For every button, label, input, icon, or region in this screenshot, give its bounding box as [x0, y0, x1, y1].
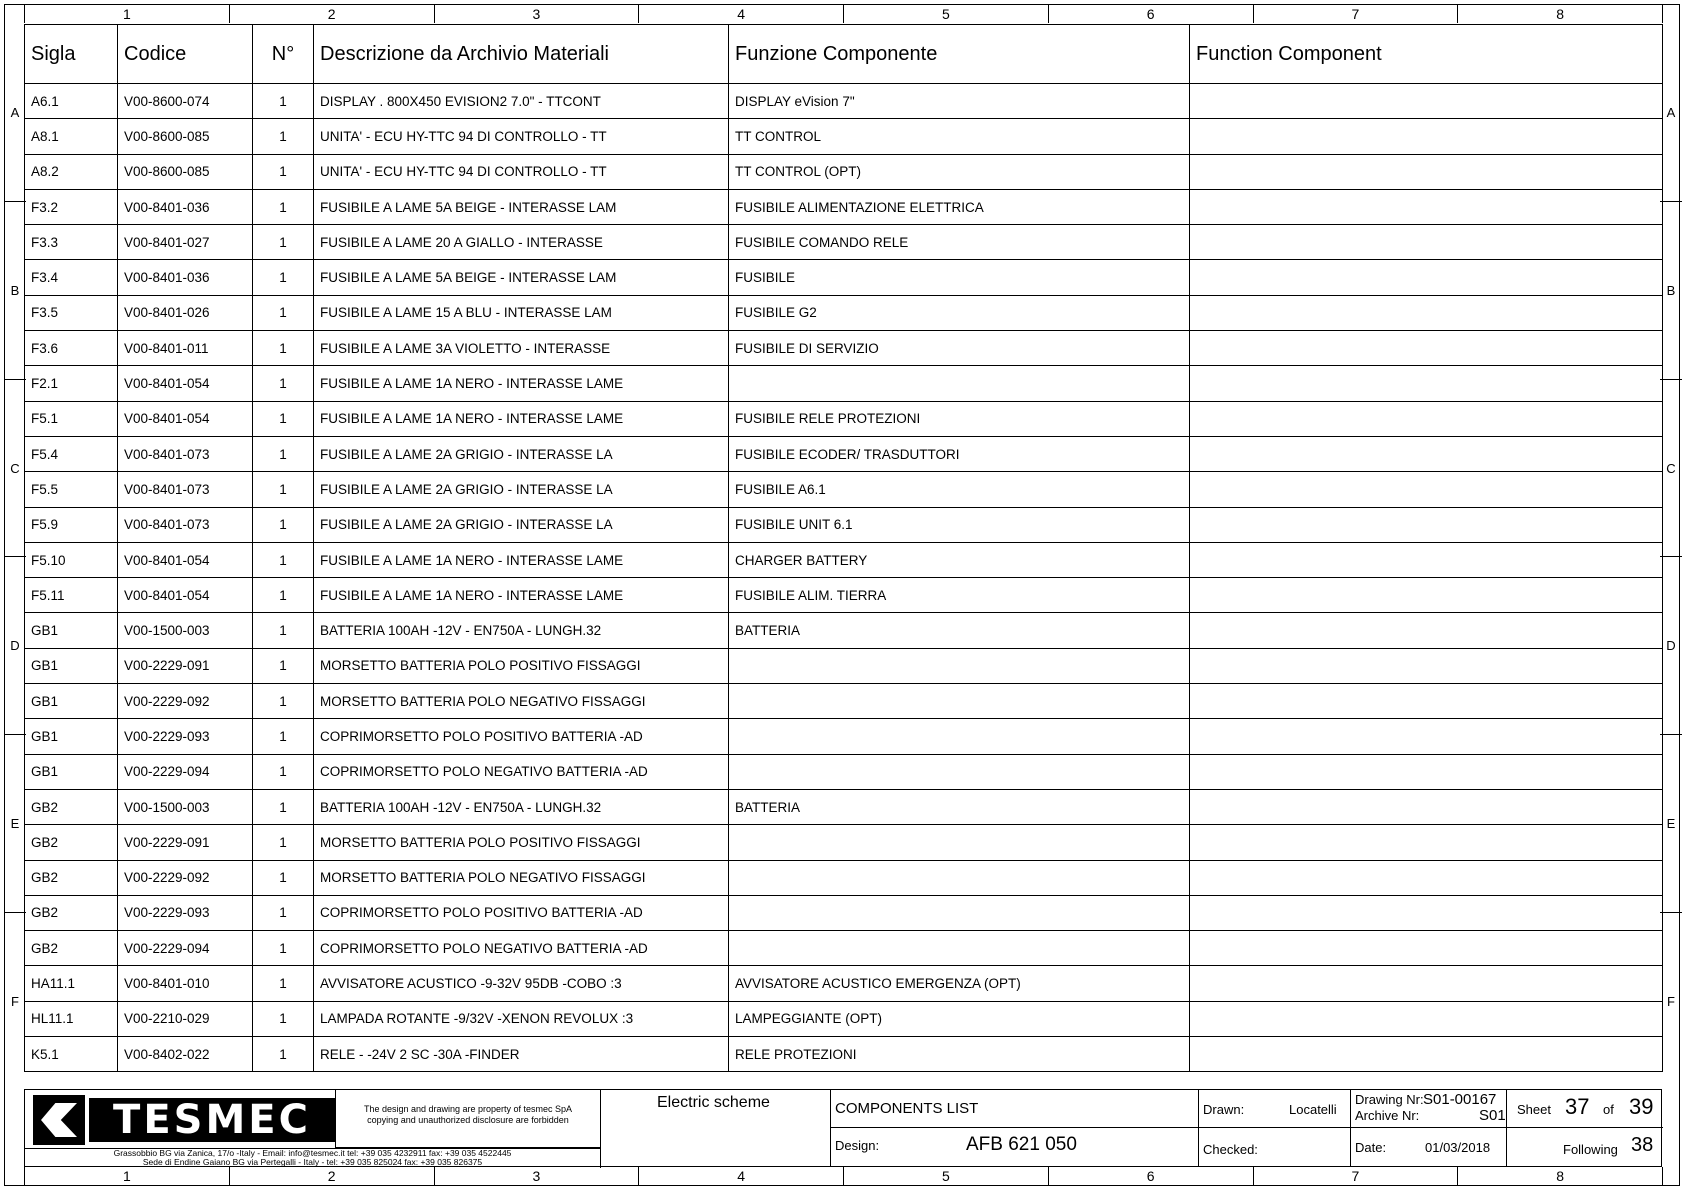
cell-funzione: LAMPEGGIANTE (OPT) — [729, 1001, 1190, 1036]
cell-codice: V00-1500-003 — [118, 613, 253, 648]
cell-function — [1190, 895, 1663, 930]
header-codice: Codice — [118, 25, 253, 84]
design-value: AFB 621 050 — [966, 1134, 1077, 1155]
cell-sigla: F5.11 — [25, 578, 118, 613]
cell-quantity: 1 — [253, 84, 314, 119]
cell-quantity: 1 — [253, 789, 314, 824]
archive-nr-label: Archive Nr: — [1355, 1108, 1420, 1123]
archive-nr-value: S01 — [1479, 1107, 1506, 1124]
zone-letter: F — [11, 994, 19, 1010]
zone-number: 3 — [435, 1167, 640, 1185]
cell-descrizione: FUSIBILE A LAME 2A GRIGIO - INTERASSE LA — [314, 472, 729, 507]
address-line-1: Grassobbio BG via Zanica, 17/o -Italy - Email: info@tesmec.it tel: +39 035 4232911 fax: +39 035 4522445 — [113, 1148, 512, 1158]
cell-function — [1190, 931, 1663, 966]
zone-strip-bottom — [24, 1167, 1663, 1185]
table-row — [25, 754, 1663, 789]
cell-codice: V00-8401-027 — [118, 225, 253, 260]
cell-funzione — [729, 684, 1190, 719]
sheet-cell — [1507, 1090, 1663, 1128]
address-block — [25, 1148, 601, 1168]
date-label: Date: — [1355, 1140, 1387, 1155]
table-header-row — [25, 25, 1663, 84]
tesmec-logo-icon — [33, 1095, 85, 1145]
cell-sigla: GB2 — [25, 860, 118, 895]
cell-sigla: HL11.1 — [25, 1001, 118, 1036]
cell-sigla: GB2 — [25, 895, 118, 930]
zone-letter: E — [1660, 735, 1682, 913]
zone-number: 8 — [1458, 1167, 1663, 1185]
table-body — [25, 84, 1663, 1072]
cell-sigla: F5.5 — [25, 472, 118, 507]
cell-descrizione: COPRIMORSETTO POLO POSITIVO BATTERIA -AD — [314, 895, 729, 930]
cell-function — [1190, 154, 1663, 189]
cell-quantity: 1 — [253, 825, 314, 860]
cell-function — [1190, 825, 1663, 860]
zone-letter: F — [1667, 994, 1675, 1010]
cell-funzione: FUSIBILE UNIT 6.1 — [729, 507, 1190, 542]
property-note-line-1: The design and drawing are property of tesmec SpA — [363, 1104, 573, 1114]
cell-codice: V00-8600-074 — [118, 84, 253, 119]
zone-letter: D — [1660, 557, 1682, 735]
cell-function — [1190, 860, 1663, 895]
cell-function — [1190, 472, 1663, 507]
cell-sigla: F2.1 — [25, 366, 118, 401]
zone-number: 4 — [639, 1167, 844, 1185]
zone-letter: A — [4, 24, 26, 202]
cell-descrizione: AVVISATORE ACUSTICO -9-32V 95DB -COBO :3 — [314, 966, 729, 1001]
table-row — [25, 825, 1663, 860]
cell-codice: V00-2229-094 — [118, 931, 253, 966]
cell-descrizione: MORSETTO BATTERIA POLO NEGATIVO FISSAGGI — [314, 860, 729, 895]
cell-sigla: GB2 — [25, 825, 118, 860]
cell-codice: V00-2229-093 — [118, 895, 253, 930]
cell-function — [1190, 331, 1663, 366]
cell-function — [1190, 436, 1663, 471]
address-line-2: Sede di Endine Gaiano BG via Pertegalli - Italy - tel: +39 035 825024 fax: +39 035 826375 — [142, 1157, 483, 1167]
zone-letter: B — [1660, 202, 1682, 380]
cell-quantity: 1 — [253, 260, 314, 295]
zone-number: 8 — [1458, 5, 1663, 23]
cell-codice: V00-2229-091 — [118, 825, 253, 860]
zone-number: 7 — [1254, 1167, 1459, 1185]
table-row — [25, 295, 1663, 330]
header-quantity: N° — [253, 25, 314, 84]
table-row — [25, 789, 1663, 824]
cell-funzione: FUSIBILE ECODER/ TRASDUTTORI — [729, 436, 1190, 471]
cell-funzione: CHARGER BATTERY — [729, 542, 1190, 577]
components-table — [24, 24, 1663, 1072]
cell-descrizione: UNITA' - ECU HY-TTC 94 DI CONTROLLO - TT — [314, 119, 729, 154]
zone-letter: C — [1660, 380, 1682, 558]
cell-funzione — [729, 825, 1190, 860]
cell-descrizione: BATTERIA 100AH -12V - EN750A - LUNGH.32 — [314, 613, 729, 648]
date-cell — [1351, 1128, 1507, 1166]
cell-function — [1190, 966, 1663, 1001]
table-row — [25, 189, 1663, 224]
cell-quantity: 1 — [253, 613, 314, 648]
cell-sigla: K5.1 — [25, 1037, 118, 1072]
cell-function — [1190, 84, 1663, 119]
zone-number: 1 — [25, 1167, 230, 1185]
cell-funzione: RELE PROTEZIONI — [729, 1037, 1190, 1072]
date-value: 01/03/2018 — [1425, 1140, 1491, 1155]
cell-sigla: A8.2 — [25, 154, 118, 189]
cell-codice: V00-2229-093 — [118, 719, 253, 754]
cell-codice: V00-2229-091 — [118, 648, 253, 683]
cell-descrizione: FUSIBILE A LAME 5A BEIGE - INTERASSE LAM — [314, 189, 729, 224]
zone-number: 2 — [230, 5, 435, 23]
table-row — [25, 578, 1663, 613]
drawn-label: Drawn: — [1203, 1102, 1245, 1117]
zone-strip-top — [24, 5, 1663, 23]
cell-codice: V00-8600-085 — [118, 119, 253, 154]
cell-funzione — [729, 366, 1190, 401]
cell-descrizione: MORSETTO BATTERIA POLO POSITIVO FISSAGGI — [314, 648, 729, 683]
cell-sigla: GB1 — [25, 719, 118, 754]
drawing-nr-cell — [1351, 1090, 1507, 1128]
cell-sigla: F3.2 — [25, 189, 118, 224]
cell-funzione: TT CONTROL — [729, 119, 1190, 154]
cell-sigla: HA11.1 — [25, 966, 118, 1001]
cell-function — [1190, 578, 1663, 613]
cell-codice: V00-2229-092 — [118, 860, 253, 895]
cell-descrizione: FUSIBILE A LAME 2A GRIGIO - INTERASSE LA — [314, 436, 729, 471]
design-cell — [831, 1128, 1199, 1166]
logo-text: TESMEC — [89, 1098, 335, 1142]
table-row — [25, 542, 1663, 577]
cell-function — [1190, 225, 1663, 260]
cell-codice: V00-8401-036 — [118, 260, 253, 295]
cell-quantity: 1 — [253, 542, 314, 577]
cell-descrizione: COPRIMORSETTO POLO POSITIVO BATTERIA -AD — [314, 719, 729, 754]
cell-quantity: 1 — [253, 754, 314, 789]
cell-quantity: 1 — [253, 719, 314, 754]
cell-function — [1190, 754, 1663, 789]
title-block — [24, 1089, 1662, 1167]
cell-sigla: GB2 — [25, 789, 118, 824]
cell-function — [1190, 401, 1663, 436]
cell-quantity: 1 — [253, 225, 314, 260]
zone-letter: E — [4, 735, 26, 913]
cell-descrizione: MORSETTO BATTERIA POLO NEGATIVO FISSAGGI — [314, 684, 729, 719]
table-row — [25, 507, 1663, 542]
cell-funzione: FUSIBILE G2 — [729, 295, 1190, 330]
header-function: Function Component — [1190, 25, 1663, 84]
cell-codice: V00-8401-073 — [118, 472, 253, 507]
cell-descrizione: FUSIBILE A LAME 20 A GIALLO - INTERASSE — [314, 225, 729, 260]
cell-codice: V00-2229-094 — [118, 754, 253, 789]
cell-quantity: 1 — [253, 366, 314, 401]
cell-funzione: FUSIBILE A6.1 — [729, 472, 1190, 507]
table-row — [25, 966, 1663, 1001]
cell-descrizione: MORSETTO BATTERIA POLO POSITIVO FISSAGGI — [314, 825, 729, 860]
table-row — [25, 260, 1663, 295]
cell-codice: V00-8402-022 — [118, 1037, 253, 1072]
zone-number: 5 — [844, 1167, 1049, 1185]
cell-codice: V00-8600-085 — [118, 154, 253, 189]
cell-sigla: A8.1 — [25, 119, 118, 154]
header-funzione: Funzione Componente — [729, 25, 1190, 84]
table-row — [25, 366, 1663, 401]
cell-descrizione: RELE - -24V 2 SC -30A -FINDER — [314, 1037, 729, 1072]
cell-codice: V00-8401-036 — [118, 189, 253, 224]
cell-function — [1190, 295, 1663, 330]
cell-sigla: F3.3 — [25, 225, 118, 260]
cell-function — [1190, 189, 1663, 224]
following-label: Following — [1563, 1142, 1618, 1157]
cell-function — [1190, 507, 1663, 542]
cell-function — [1190, 613, 1663, 648]
cell-function — [1190, 648, 1663, 683]
cell-funzione — [729, 648, 1190, 683]
cell-codice: V00-8401-073 — [118, 436, 253, 471]
cell-function — [1190, 260, 1663, 295]
components-list-label: COMPONENTS LIST — [835, 1100, 979, 1117]
following-cell — [1507, 1128, 1663, 1166]
zone-number: 7 — [1254, 5, 1459, 23]
sheet-label: Sheet — [1517, 1102, 1551, 1117]
tesmec-logo — [33, 1094, 335, 1146]
cell-sigla: F5.4 — [25, 436, 118, 471]
cell-function — [1190, 119, 1663, 154]
logo-area — [25, 1090, 335, 1148]
zone-number: 5 — [844, 5, 1049, 23]
cell-codice: V00-8401-054 — [118, 542, 253, 577]
property-note — [335, 1090, 601, 1148]
cell-quantity: 1 — [253, 401, 314, 436]
cell-codice: V00-1500-003 — [118, 789, 253, 824]
sheet-total: 39 — [1629, 1094, 1654, 1119]
following-value: 38 — [1631, 1134, 1654, 1156]
cell-function — [1190, 542, 1663, 577]
drawing-nr-value: S01-00167 — [1423, 1091, 1497, 1108]
cell-quantity: 1 — [253, 648, 314, 683]
cell-quantity: 1 — [253, 895, 314, 930]
table-row — [25, 931, 1663, 966]
zone-number: 6 — [1049, 1167, 1254, 1185]
cell-sigla: F3.4 — [25, 260, 118, 295]
cell-sigla: F3.6 — [25, 331, 118, 366]
zone-number: 3 — [435, 5, 640, 23]
cell-funzione: FUSIBILE RELE PROTEZIONI — [729, 401, 1190, 436]
cell-funzione: FUSIBILE DI SERVIZIO — [729, 331, 1190, 366]
table-row — [25, 1001, 1663, 1036]
cell-codice: V00-8401-010 — [118, 966, 253, 1001]
cell-quantity: 1 — [253, 119, 314, 154]
zone-number: 6 — [1049, 5, 1254, 23]
zone-letter: A — [1660, 24, 1682, 202]
cell-quantity: 1 — [253, 1001, 314, 1036]
zone-number: 4 — [639, 5, 844, 23]
cell-codice: V00-2229-092 — [118, 684, 253, 719]
cell-function — [1190, 1001, 1663, 1036]
sheet-value: 37 — [1565, 1094, 1590, 1119]
cell-funzione: FUSIBILE ALIMENTAZIONE ELETTRICA — [729, 189, 1190, 224]
table-row — [25, 684, 1663, 719]
cell-funzione — [729, 895, 1190, 930]
cell-funzione: BATTERIA — [729, 789, 1190, 824]
cell-funzione: BATTERIA — [729, 613, 1190, 648]
cell-codice: V00-8401-026 — [118, 295, 253, 330]
cell-quantity: 1 — [253, 931, 314, 966]
zone-strip-right — [1660, 24, 1682, 1090]
table-row — [25, 895, 1663, 930]
table-row — [25, 84, 1663, 119]
cell-funzione — [729, 860, 1190, 895]
cell-quantity: 1 — [253, 436, 314, 471]
cell-funzione: FUSIBILE — [729, 260, 1190, 295]
cell-sigla: F5.9 — [25, 507, 118, 542]
cell-funzione — [729, 719, 1190, 754]
table-row — [25, 401, 1663, 436]
cell-sigla: F5.10 — [25, 542, 118, 577]
property-note-line-2: copying and unauthorized disclosure are forbidden — [367, 1115, 569, 1125]
cell-quantity: 1 — [253, 472, 314, 507]
cell-sigla: A6.1 — [25, 84, 118, 119]
cell-funzione: FUSIBILE COMANDO RELE — [729, 225, 1190, 260]
table-row — [25, 648, 1663, 683]
cell-funzione: TT CONTROL (OPT) — [729, 154, 1190, 189]
cell-descrizione: COPRIMORSETTO POLO NEGATIVO BATTERIA -AD — [314, 931, 729, 966]
cell-quantity: 1 — [253, 684, 314, 719]
cell-descrizione: DISPLAY . 800X450 EVISION2 7.0" - TTCONT — [314, 84, 729, 119]
of-label: of — [1603, 1102, 1614, 1117]
cell-quantity: 1 — [253, 1037, 314, 1072]
cell-sigla: GB1 — [25, 684, 118, 719]
cell-codice: V00-8401-054 — [118, 366, 253, 401]
cell-descrizione: BATTERIA 100AH -12V - EN750A - LUNGH.32 — [314, 789, 729, 824]
cell-quantity: 1 — [253, 331, 314, 366]
cell-codice: V00-2210-029 — [118, 1001, 253, 1036]
table-row — [25, 613, 1663, 648]
cell-codice: V00-8401-054 — [118, 401, 253, 436]
cell-descrizione: FUSIBILE A LAME 1A NERO - INTERASSE LAME — [314, 578, 729, 613]
table-row — [25, 719, 1663, 754]
table-row — [25, 225, 1663, 260]
cell-function — [1190, 789, 1663, 824]
cell-sigla: F5.1 — [25, 401, 118, 436]
drawn-cell — [1199, 1090, 1351, 1128]
scheme-cell — [601, 1090, 831, 1166]
cell-function — [1190, 684, 1663, 719]
cell-funzione: DISPLAY eVision 7" — [729, 84, 1190, 119]
cell-sigla: GB2 — [25, 931, 118, 966]
cell-function — [1190, 1037, 1663, 1072]
cell-quantity: 1 — [253, 189, 314, 224]
table-row — [25, 331, 1663, 366]
cell-codice: V00-8401-054 — [118, 578, 253, 613]
cell-funzione — [729, 931, 1190, 966]
cell-quantity: 1 — [253, 154, 314, 189]
cell-descrizione: FUSIBILE A LAME 5A BEIGE - INTERASSE LAM — [314, 260, 729, 295]
cell-sigla: GB1 — [25, 613, 118, 648]
zone-strip-left — [4, 24, 26, 1090]
zone-letter: B — [4, 202, 26, 380]
cell-descrizione: FUSIBILE A LAME 1A NERO - INTERASSE LAME — [314, 542, 729, 577]
cell-descrizione: FUSIBILE A LAME 3A VIOLETTO - INTERASSE — [314, 331, 729, 366]
drawn-value: Locatelli — [1289, 1102, 1337, 1117]
table-row — [25, 119, 1663, 154]
cell-descrizione: UNITA' - ECU HY-TTC 94 DI CONTROLLO - TT — [314, 154, 729, 189]
cell-descrizione: FUSIBILE A LAME 1A NERO - INTERASSE LAME — [314, 401, 729, 436]
cell-function — [1190, 719, 1663, 754]
cell-sigla: GB1 — [25, 648, 118, 683]
header-descrizione: Descrizione da Archivio Materiali — [314, 25, 729, 84]
cell-quantity: 1 — [253, 966, 314, 1001]
cell-descrizione: COPRIMORSETTO POLO NEGATIVO BATTERIA -AD — [314, 754, 729, 789]
cell-funzione: FUSIBILE ALIM. TIERRA — [729, 578, 1190, 613]
design-label: Design: — [835, 1138, 880, 1153]
table-row — [25, 860, 1663, 895]
table-row — [25, 472, 1663, 507]
cell-sigla: F3.5 — [25, 295, 118, 330]
components-list-cell — [831, 1090, 1199, 1128]
zone-letter: C — [4, 380, 26, 558]
cell-codice: V00-8401-011 — [118, 331, 253, 366]
cell-descrizione: FUSIBILE A LAME 2A GRIGIO - INTERASSE LA — [314, 507, 729, 542]
table-row — [25, 154, 1663, 189]
cell-quantity: 1 — [253, 295, 314, 330]
drawing-nr-label: Drawing Nr: — [1355, 1092, 1424, 1107]
table-row — [25, 436, 1663, 471]
checked-label: Checked: — [1203, 1142, 1258, 1157]
cell-funzione — [729, 754, 1190, 789]
cell-codice: V00-8401-073 — [118, 507, 253, 542]
cell-funzione: AVVISATORE ACUSTICO EMERGENZA (OPT) — [729, 966, 1190, 1001]
header-sigla: Sigla — [25, 25, 118, 84]
zone-number: 2 — [230, 1167, 435, 1185]
checked-cell — [1199, 1128, 1351, 1166]
zone-number: 1 — [25, 5, 230, 23]
cell-function — [1190, 366, 1663, 401]
cell-sigla: GB1 — [25, 754, 118, 789]
table-row — [25, 1037, 1663, 1072]
cell-quantity: 1 — [253, 507, 314, 542]
cell-descrizione: FUSIBILE A LAME 15 A BLU - INTERASSE LAM — [314, 295, 729, 330]
zone-letter: D — [4, 557, 26, 735]
cell-descrizione: LAMPADA ROTANTE -9/32V -XENON REVOLUX :3 — [314, 1001, 729, 1036]
cell-quantity: 1 — [253, 578, 314, 613]
scheme-label: Electric scheme — [657, 1094, 770, 1111]
cell-descrizione: FUSIBILE A LAME 1A NERO - INTERASSE LAME — [314, 366, 729, 401]
cell-quantity: 1 — [253, 860, 314, 895]
